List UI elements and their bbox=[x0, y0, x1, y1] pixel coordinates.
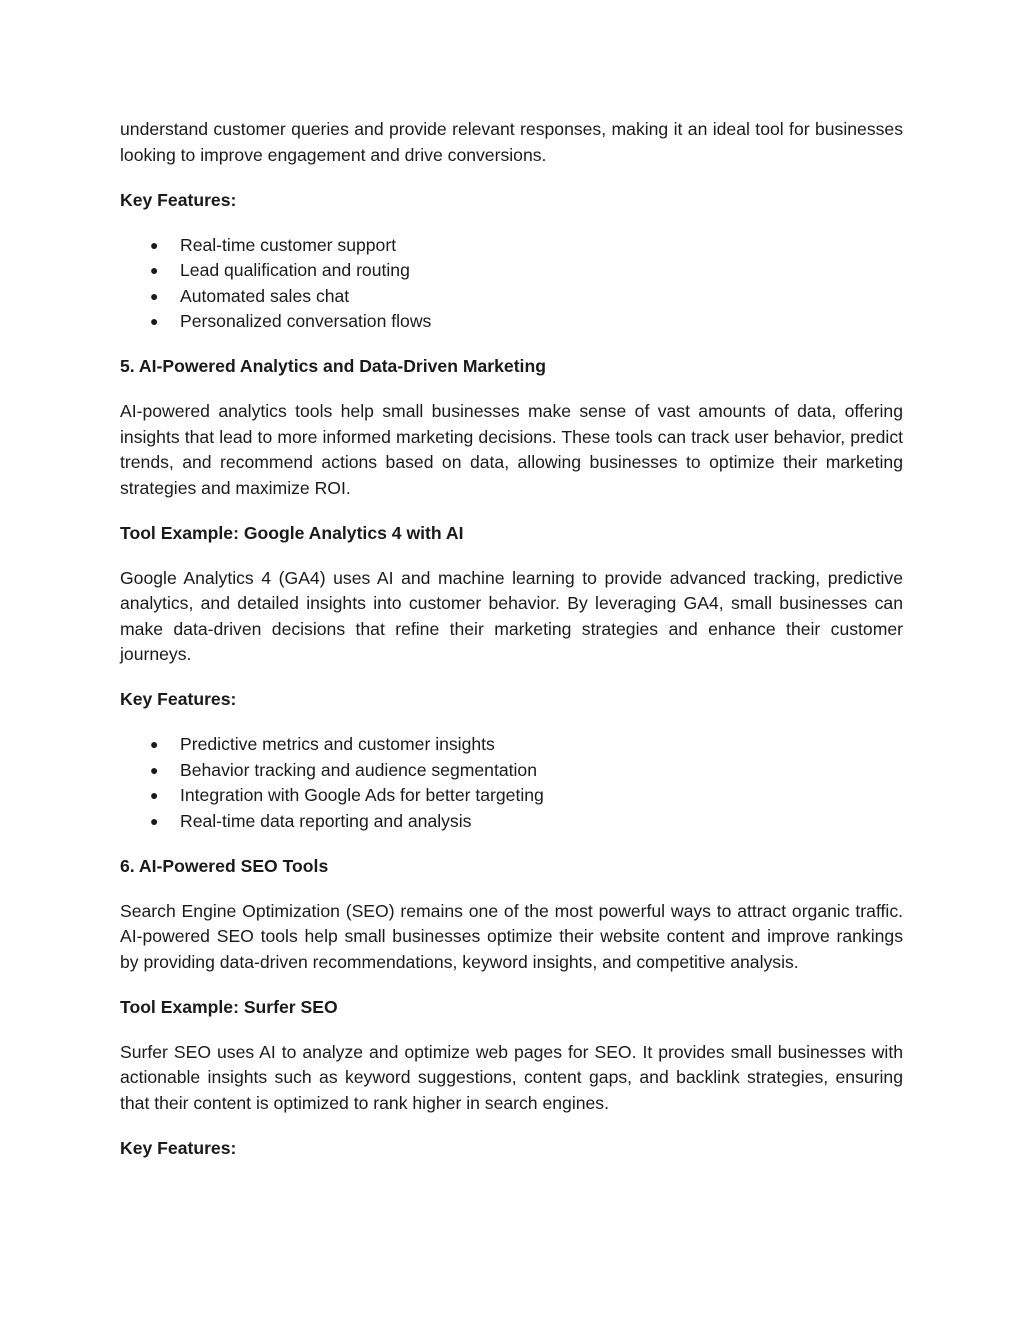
list-item bbox=[120, 758, 903, 784]
bullet-icon: ● bbox=[150, 287, 159, 304]
bullet-icon: ● bbox=[150, 313, 159, 329]
key-features-heading: Key Features: bbox=[120, 1137, 237, 1158]
list-item-text: Predictive metrics and customer insights bbox=[180, 734, 495, 754]
list-item bbox=[120, 732, 903, 758]
bullet-icon: ● bbox=[150, 736, 159, 752]
bullet-icon: ● bbox=[150, 236, 159, 253]
key-features-list bbox=[120, 732, 903, 834]
list-item-text: Personalized conversation flows bbox=[180, 311, 432, 331]
document-page bbox=[120, 117, 903, 1181]
tool-example-heading: Tool Example: Google Analytics 4 with AI bbox=[120, 522, 464, 543]
intro-paragraph: understand customer queries and provide relevant responses, making it an ideal tool for businesses looking to improve engagement and drive conversions. bbox=[120, 119, 903, 165]
list-item-text: Real-time customer support bbox=[180, 234, 397, 255]
bullet-icon: ● bbox=[150, 787, 159, 803]
list-item bbox=[120, 284, 903, 310]
tool-example-heading: Tool Example: Surfer SEO bbox=[120, 996, 338, 1017]
list-item bbox=[120, 309, 903, 335]
key-features-heading: Key Features: bbox=[120, 689, 237, 709]
list-item bbox=[120, 809, 903, 835]
list-item bbox=[120, 783, 903, 809]
section-paragraph: AI-powered analytics tools help small businesses make sense of vast amounts of data, offering insights that lead to more informed marketing decisions. These tools can track user behavior, predict trends, and recommend actions based on data, allowing businesses to optimize their marketing strategies and maximize ROI. bbox=[120, 401, 903, 498]
list-item-text: Behavior tracking and audience segmentation bbox=[180, 759, 537, 780]
tool-example-paragraph: Surfer SEO uses AI to analyze and optimize web pages for SEO. It provides small businesses with actionable insights such as keyword suggestions, content gaps, and backlink strategies, ensuring that their content is optimized to rank higher in search engines. bbox=[120, 1041, 903, 1113]
section-heading: 6. AI-Powered SEO Tools bbox=[120, 855, 329, 876]
section-paragraph: Search Engine Optimization (SEO) remains one of the most powerful ways to attract organic traffic. AI-powered SEO tools help small businesses optimize their website content and improve rankings by providing data-driven recommendations, keyword insights, and competitive analysis. bbox=[120, 900, 903, 972]
list-item bbox=[120, 233, 903, 259]
bullet-icon: ● bbox=[150, 761, 159, 778]
bullet-icon: ● bbox=[150, 812, 159, 829]
tool-example-paragraph: Google Analytics 4 (GA4) uses AI and machine learning to provide advanced tracking, predictive analytics, and detailed insights into customer behavior. By leveraging GA4, small businesses can make data-driven decisions that refine their marketing strategies and enhance their customer journeys. bbox=[120, 567, 903, 664]
list-item-text: Integration with Google Ads for better targeting bbox=[180, 785, 544, 805]
list-item-text: Lead qualification and routing bbox=[180, 260, 410, 280]
section-heading: 5. AI-Powered Analytics and Data-Driven Marketing bbox=[120, 356, 546, 376]
list-item-text: Real-time data reporting and analysis bbox=[180, 810, 472, 831]
list-item bbox=[120, 258, 903, 284]
key-features-heading: Key Features: bbox=[120, 189, 237, 210]
key-features-list bbox=[120, 233, 903, 335]
list-item-text: Automated sales chat bbox=[180, 285, 350, 306]
bullet-icon: ● bbox=[150, 262, 159, 278]
